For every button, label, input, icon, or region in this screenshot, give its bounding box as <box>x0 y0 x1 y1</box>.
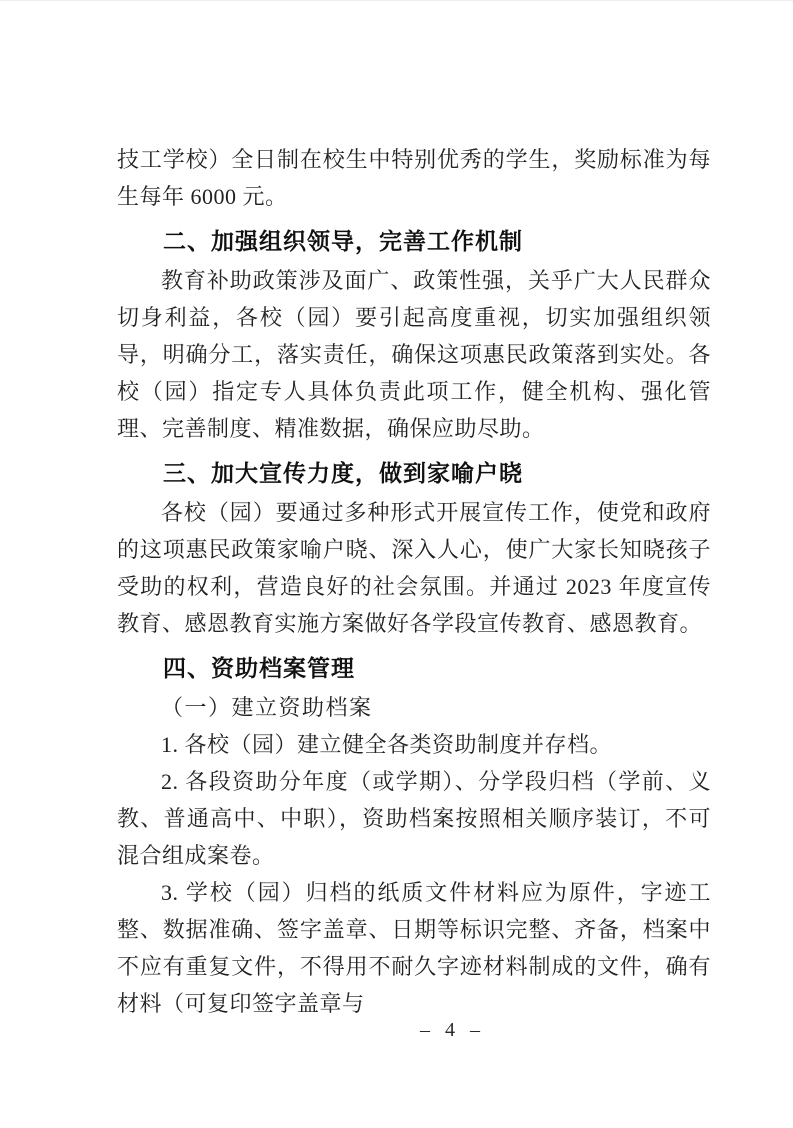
list-item-1: 1. 各校（园）建立健全各类资助制度并存档。 <box>161 732 613 757</box>
heading-section-4: 四、资助档案管理 <box>163 655 355 681</box>
paragraph-award-continuation: 技工学校）全日制在校生中特别优秀的学生，奖励标准为每生每年 6000 元。 <box>117 147 711 209</box>
document-content <box>117 141 711 1022</box>
subheading-section-4-1: （一）建立资助档案 <box>161 695 373 720</box>
heading-section-3: 三、加大宣传力度，做到家喻户晓 <box>163 460 523 486</box>
page-number: – 4 – <box>420 1019 480 1041</box>
paragraph-section-2: 教育补助政策涉及面广、政策性强，关乎广大人民群众切身利益，各校（园）要引起高度重视，切实加强组织领导，明确分工，落实责任，确保这项惠民政策落到实处。各校（园）指定专人具体负责此项工作，健全机构、强化管理、完善制度、精准数据，确保应助尽助。 <box>117 268 711 441</box>
list-item-3: 3. 学校（园）归档的纸质文件材料应为原件，字迹工整、数据准确、签字盖章、日期等标识完整、齐备，档案中不应有重复文件，不得用不耐久字迹材料制成的文件，确有材料（可复印签字盖章与 <box>117 880 711 1016</box>
list-item-2: 2. 各段资助分年度（或学期）、分学段归档（学前、义教、普通高中、中职），资助档案按照相关顺序装订，不可混合组成案卷。 <box>117 769 711 868</box>
paragraph-section-3: 各校（园）要通过多种形式开展宣传工作，使党和政府的这项惠民政策家喻户晓、深入人心，使广大家长知晓孩子受助的权利，营造良好的社会氛围。并通过 2023 年度宣传教育、感恩教育实施方案做好各学段宣传教育、感恩教育。 <box>117 500 711 636</box>
heading-section-2: 二、加强组织领导，完善工作机制 <box>163 228 523 254</box>
